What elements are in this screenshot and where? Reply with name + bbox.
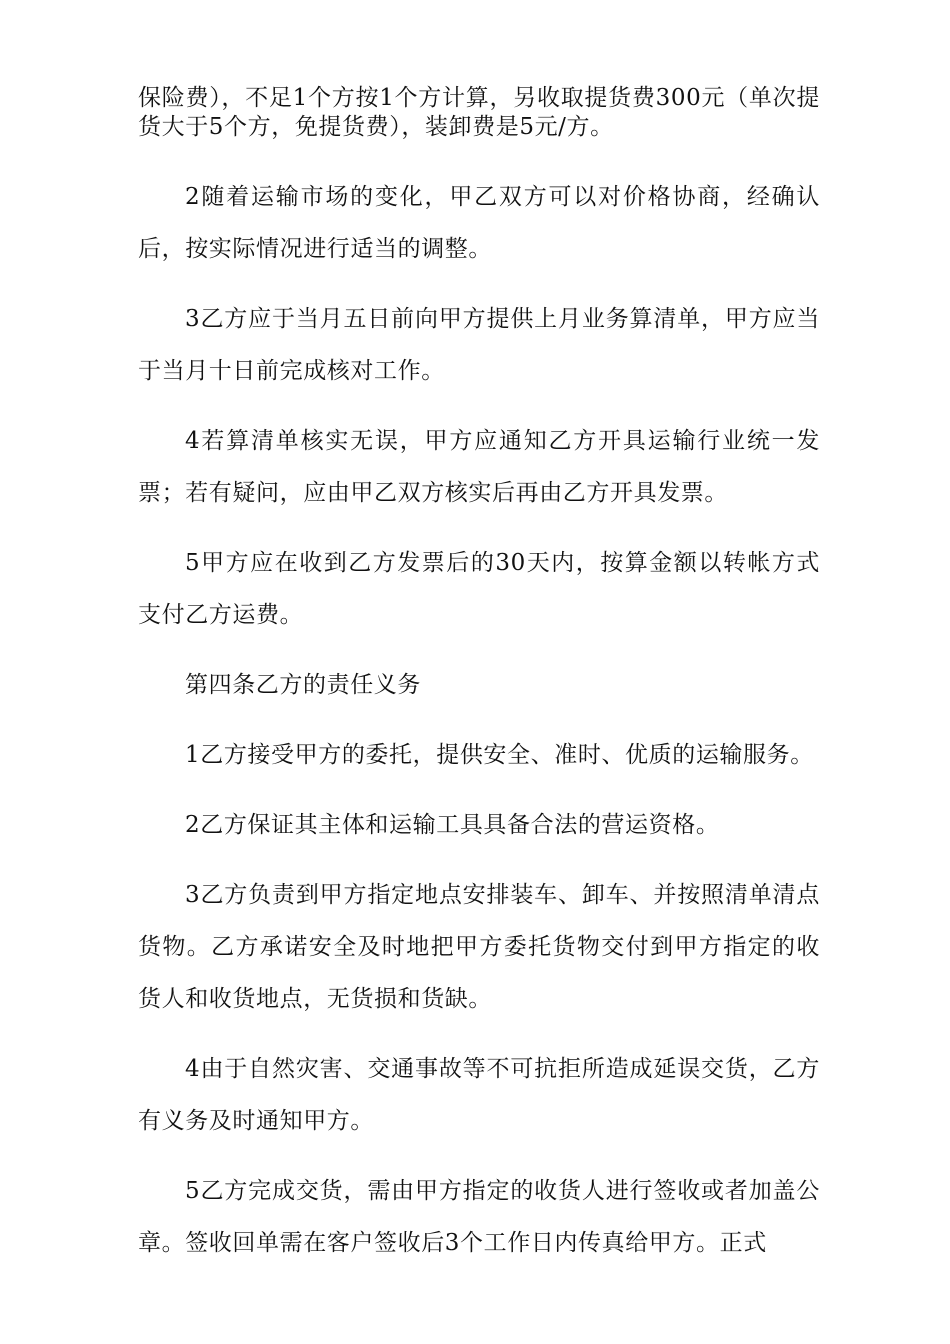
paragraph-price-adjustment: 2随着运输市场的变化，甲乙双方可以对价格协商，经确认后，按实际情况进行适当的调整。 [138,184,820,262]
paragraph-delivery-receipt: 5乙方完成交货，需由甲方指定的收货人进行签收或者加盖公章。签收回单需在客户签收后3个工作日内传真给甲方。正式 [138,1178,820,1256]
paragraph-statement-submission: 3乙方应于当月五日前向甲方提供上月业务算清单，甲方应当于当月十日前完成核对工作。 [138,306,820,384]
paragraph-legal-qualification: 2乙方保证其主体和运输工具具备合法的营运资格。 [185,812,720,838]
paragraph-payment-terms: 5甲方应在收到乙方发票后的30天内，按算金额以转帐方式支付乙方运费。 [138,550,820,628]
paragraph-loading-delivery: 3乙方负责到甲方指定地点安排装车、卸车、并按照清单清点货物。乙方承诺安全及时地把甲方委托货物交付到甲方指定的收货人和收货地点，无货损和货缺。 [138,882,820,1012]
paragraph-service-commitment: 1乙方接受甲方的委托，提供安全、准时、优质的运输服务。 [185,742,814,768]
paragraph-invoice-issuance: 4若算清单核实无误，甲方应通知乙方开具运输行业统一发票；若有疑问，应由甲乙双方核实后再由乙方开具发票。 [138,428,820,506]
section-heading-article-four: 第四条乙方的责任义务 [185,672,421,698]
document-page [138,84,820,1269]
paragraph-force-majeure: 4由于自然灾害、交通事故等不可抗拒所造成延误交货，乙方有义务及时通知甲方。 [138,1056,820,1134]
paragraph-fee-terms: 保险费），不足1个方按1个方计算，另收取提货费300元（单次提货大于5个方，免提货费），装卸费是5元/方。 [138,85,820,140]
